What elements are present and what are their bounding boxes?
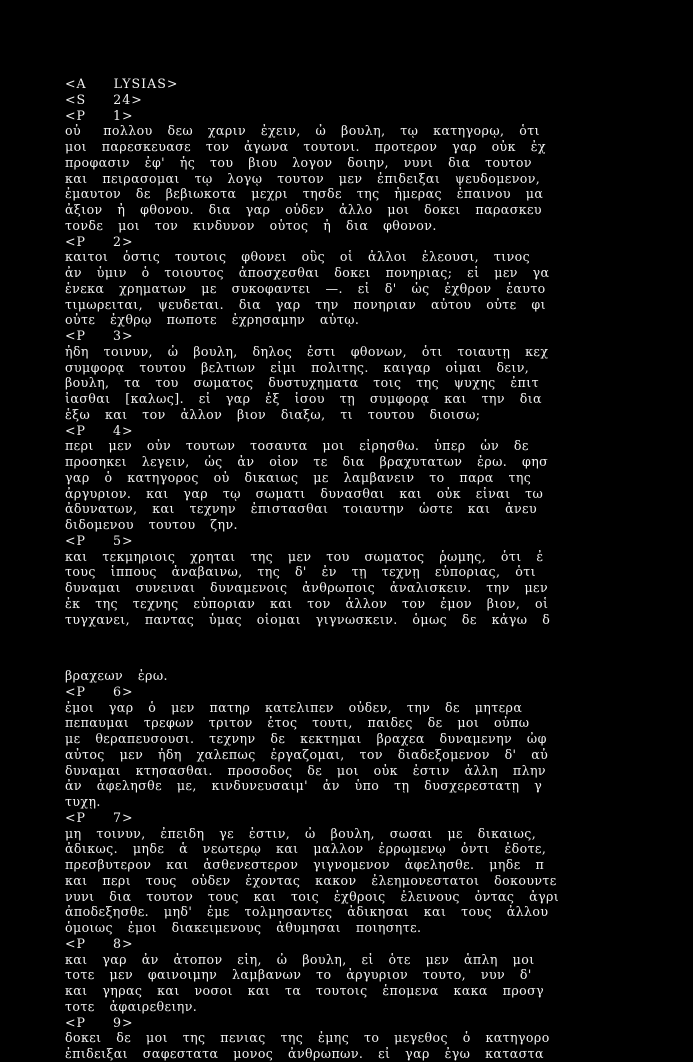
text-line: δυναμαι κτησασθαι. προσοδος δε μοι οὐκ ἐστιν ἀλλη πλην	[65, 762, 546, 778]
text-line: μοι παρεσκευασε τον ἀγωνα τουτονι. προτερον γαρ οὐκ ἐχ	[65, 139, 546, 154]
text-line: ἰασθαι [καλως]. εἰ γαρ ἐξ ἰσου τῃ συμφορᾳ και την δια	[65, 391, 542, 406]
text-line: και γηρας και νοσοι και τα τουτοις ἑπομενα κακα προσγ	[65, 983, 545, 998]
text-line: ἐμοι γαρ ὁ μεν πατηρ κατελιπεν οὐδεν, την δε μητερα	[65, 699, 523, 715]
text-line: δοκει δε μοι της πενιας της ἐμης το μεγεθος ὁ κατηγορο	[65, 1030, 550, 1046]
text-line: ἀδικως. μηδε ἁ νεωτερῳ και μαλλον ἐρρωμενῳ ὀντι ἐδοτε,	[65, 841, 547, 857]
paragraph-tag: <P 5>	[65, 532, 134, 548]
text-line: συμφορᾳ τουτου βελτιων εἰμι πολιτης. καιγαρ οἰμαι δειν,	[65, 359, 530, 375]
text-line: ἠδη τοινυν, ὠ βουλη, δηλος ἐστι φθονων, ὁτι τοιαυτῃ κεχ	[65, 343, 549, 359]
text-block-lower	[65, 668, 693, 1062]
text-line: πεπαυμαι τρεφων τριτον ἐτος τουτι, παιδες δε μοι οὐπω	[65, 715, 530, 731]
text-line: και γαρ ἀν ἀτοπον εἰη, ὠ βουλη, εἰ ὁτε μεν ἁπλη μοι	[65, 951, 535, 967]
text-line: ἑξω και τον ἀλλον βιον διαξω, τι τουτου διοισω;	[65, 406, 481, 422]
text-line: τυχῃ.	[65, 794, 101, 809]
text-line: ἐμαυτον δε βεβιωκοτα μεχρι τησδε της ἡμερας ἐπαινου μα	[65, 186, 544, 202]
text-line: και τεκμηριοις χρηται της μεν του σωματος ῥωμης, ὁτι ἐ	[65, 548, 544, 564]
text-line: βουλη, τα του σωματος δυστυχηματα τοις της ψυχης ἐπιτ	[65, 375, 539, 391]
text-line: μη τοινυν, ἐπειδη γε ἐστιν, ὠ βουλη, σωσαι με δικαιως,	[65, 825, 537, 841]
text-line: ἀποδεξησθε. μηδ' ἐμε τολμησαντες ἀδικησαι και τους ἀλλου	[65, 904, 549, 920]
text-line: περι μεν οὐν τουτων τοσαυτα μοι εἰρησθω. ὑπερ ὡν δε	[65, 438, 529, 454]
text-line: τονδε μοι τον κινδυνον οὑτος ἠ δια φθονον.	[65, 217, 437, 233]
paragraph-tag: <P 6>	[65, 683, 134, 699]
text-line: διδομενου τουτου ζην.	[65, 517, 238, 532]
text-line: αὐτος μεν ἠδη χαλεπως ἐργαζομαι, τον διαδεξομενον δ' αὐ	[65, 746, 549, 762]
text-line: τυγχανει, παντας ὑμας οἰομαι γιγνωσκειν. ὁμως δε κἀγω δ	[65, 611, 551, 627]
text-line: τιμωρειται, ψευδεται. δια γαρ την πονηριαν αὐτου οὐτε φι	[65, 296, 546, 312]
text-line: ἀξιον ἠ φθονου. δια γαρ οὐδεν ἀλλο μοι δοκει παρασκευ	[65, 202, 542, 217]
text-line: τοτε ἀφαιρεθειην.	[65, 998, 198, 1014]
text-line: ἀργυριον. και γαρ τῳ σωματι δυνασθαι και οὐκ εἰναι τω	[65, 485, 544, 501]
text-line: δυναμαι συνειναι δυναμενοις ἀνθρωποις ἀναλισκειν. την μεν	[65, 580, 549, 595]
paragraph-tag: <P 1>	[65, 107, 134, 123]
text-line: τους ἱππους ἀναβαινω, της δ' ἐν τῃ τεχνῃ εὐποριας, ὁτι	[65, 564, 536, 580]
author-tag: <A LYSIAS>	[65, 76, 179, 91]
text-line: ὁμοιως ἐμοι διακειμενους ἀθυμησαι ποιησητε.	[65, 920, 422, 935]
text-line: ἑνεκα χρηματων με συκοφαντει —. εἰ δ' ὡς ἐχθρον ἑαυτο	[65, 280, 546, 296]
paragraph-tag: <P 7>	[65, 809, 134, 825]
paragraph-tag: <P 2>	[65, 233, 134, 249]
text-line: πρεσβυτερον και ἀσθενεστερον γιγνομενον ἀφελησθε. μηδε π	[65, 857, 545, 872]
text-line: ἀν ἀφελησθε με, κινδυνευσαιμ' ἀν ὑπο τῃ δυσχερεστατῃ γ	[65, 778, 543, 794]
text-line: νυνι δια τουτον τους και τοις ἐχθροις ἐλεινους ὀντας ἀγρι	[65, 888, 560, 904]
paragraph-tag: <P 4>	[65, 422, 134, 438]
paragraph-tag: <P 9>	[65, 1014, 134, 1030]
paragraph-tag: <P 3>	[65, 328, 134, 343]
text-block-upper	[65, 76, 693, 627]
speech-tag: <S 24>	[65, 91, 143, 107]
text-line: και περι τους οὐδεν ἐχοντας κακον ἐλεημονεστατοι δοκουντε	[65, 872, 557, 888]
text-line: ἐπιδειξαι σαφεστατα μονος ἀνθρωπων. εἰ γαρ ἐγω καταστα	[65, 1046, 544, 1061]
text-line: προφασιν ἐφ' ἡς του βιου λογον δοιην, νυνι δια τουτον	[65, 154, 532, 170]
text-line: καιτοι ὁστις τουτοις φθονει οὓς οἱ ἀλλοι ἐλεουσι, τινος	[65, 249, 531, 265]
text-line: ἐκ της τεχνης εὐποριαν και τον ἀλλον τον ἐμον βιον, οἱ	[65, 595, 549, 611]
text-line: τοτε μεν φαινοιμην λαμβανων το ἀργυριον τουτο, νυν δ'	[65, 967, 532, 983]
paragraph-tag: <P 8>	[65, 935, 134, 951]
text-line: γαρ ὁ κατηγορος οὐ δικαιως με λαμβανειν το παρα της	[65, 469, 532, 485]
text-line: και πειρασομαι τῳ λογῳ τουτον μεν ἐπιδειξαι ψευδομενον,	[65, 170, 541, 186]
text-line: οὐτε ἐχθρῳ πωποτε ἐχρησαμην αὐτῳ.	[65, 312, 360, 328]
text-line: προσηκει λεγειν, ὡς ἀν οἱον τε δια βραχυτατων ἐρω. φησ	[65, 454, 549, 469]
text-line: οὐ πολλου δεω χαριν ἐχειν, ὠ βουλη, τῳ κατηγορῳ, ὁτι	[65, 123, 540, 139]
text-line: ἀδυνατων, και τεχνην ἐπιστασθαι τοιαυτην ὡστε και ἀνευ	[65, 501, 538, 517]
text-line: με θεραπευσουσι. τεχνην δε κεκτημαι βραχεα δυναμενην ὠφ	[65, 731, 547, 746]
text-line: βραχεων ἐρω.	[65, 668, 168, 683]
text-line: ἀν ὑμιν ὁ τοιουτος ἀποσχεσθαι δοκει πονηριας; εἰ μεν γα	[65, 265, 550, 280]
